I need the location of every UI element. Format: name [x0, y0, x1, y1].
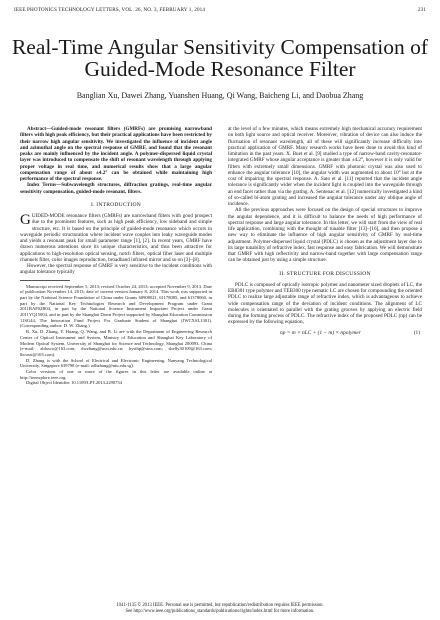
- right-paragraph-3: PDLC is composed of optically isotropic polymer and nanometer sized droplets of LC, the EB8301 type polymer and TEB300 type nematic LC are chosen for compounding the oriented PDLC to realize large adjustable range of refractive index, which is advantageous to achieve wide compensation range of the deviation of incident conditions. The alignment of LC molecules is orientated to parallel with the grating grooves by applying an electric field during the forming process of PDLC. The refractive index of the proposed PDLC (np) can be expressed by the following equation,: [228, 281, 422, 326]
- right-column: [228, 126, 422, 339]
- footnote-affiliation-2: D. Zhang is with the School of Electrical and Electronic Engineering, Nanyang Technological University, Singapore 639798 (e-mail: zdhzhang@ntu.edu.sg).: [20, 357, 212, 369]
- equation-body: np = m × nLC + (1 − m) × npolymer: [280, 329, 361, 336]
- intro-paragraph-1: [20, 213, 212, 263]
- page-number: 231: [417, 7, 426, 13]
- section-heading-structure: II. STRUCTURE FOR DISCUSSION: [279, 270, 371, 277]
- intro-paragraph-2: However, the spectral response of GMRF is very sensitive to the incident conditions with angular tolerance typically: [20, 263, 212, 276]
- footnote-manuscript: Manuscript received September 5, 2013; revised October 24, 2013; accepted November 9, 2013. Date of publication November 14, 2013; date of current version January 8, 2014. This work was supported in part by the National Science Foundation of China under Grants 60908021, 61178085, and 61378060, in part by the National Key Technologies Research and Development Program under Grant 2011BAF02B04, in part by the National Science Instrument Important Project under Grant 2011YQ15004, and in part by the Shanghai Dawn Project supported by Shanghai Education Commission 11SG44, The Innovation Fund Project For Graduate Student of Shanghai (JWCXSL1301). (Corresponding author: D. W. Zhang.): [20, 283, 212, 329]
- right-paragraph-2: All the previous approaches were focused on the design of special structures to improve the angular dependence, and it is difficult to balance the needs of high performance of spectral response and large angular tolerance. In this letter, we will start from the view of real life application, combining with the thought of tunable filter [13]–[16], and then propose a new way to eliminate the influence of high angular sensitivity of GMRF by real-time adjustment. Polymer-dispersed liquid crystal (PDLC) is chosen as the adjustment layer due to its large tunability of refractive index, fast response and easy fabrication. We will demonstrate that GMRF with high reflectivity and narrow-band together with large compensation range can be obtained just by using a simple structure.: [228, 207, 422, 264]
- author-list: Banglian Xu, Dawei Zhang, Yuanshen Huang, Qi Wang, Baicheng Li, and Daobua Zhang: [76, 91, 364, 100]
- footnote-rule: [20, 280, 70, 281]
- footer-line-1: 1041-1135 © 2013 IEEE. Personal use is permitted, but republication/redistribution requires IEEE permission.: [116, 603, 324, 608]
- footnote-color-versions: Color versions of one or more of the figures in this letter are available online at http://ieeexplore.ieee.org.: [20, 369, 212, 380]
- footnote-affiliation-1: B. Xu, D. Zhang, Y. Huang, Q. Wang, and B. Li are with the Department of Engineering Research Center of Optical Instrument and System, Ministry of Education and Shanghai Key Laboratory of Modern Optical System, University of Shanghai for Science and Technology, Shanghai 200093, China (e-mail: xblxsco@163.com; dwzhang@usst.edu.cn; hysthp@sina.com; shelly30100@163.com; lbcusst@163.com).: [20, 329, 212, 357]
- drop-cap: G: [20, 212, 31, 228]
- equation-number: (1): [413, 329, 420, 336]
- footnotes: [20, 284, 212, 387]
- section-heading-introduction: I. INTRODUCTION: [91, 201, 141, 208]
- equation-1: [228, 330, 422, 339]
- footer-line-2: See http://www.ieee.org/publications_standards/publications/rights/index.html for more information.: [125, 608, 315, 614]
- right-paragraph-1: at the level of a few minutes, which means extremely high mechanical accuracy requirement on both light source and optical receiver. Moreover, vibration of device can also induce the fluctuation of resonant wavelength, all of these will significantly increase difficulty into practical application of GMRF. Many research works have been done to avoid this kind of limitation in the past years. X. Buet et al. [9] studied a type of narrow-band cavity-resonator-integrated GMRF whose angular acceptance is greater than ±4.2°, however it is only valid for filters with extremely small dimensions. GMRF with photonic crystal was also used to enhance the angular tolerance [10], the angular width was augmented to about 10° but at the cost of impairing the spectral response. A. Sato et al. [11] reported that the incident angle tolerance is significantly wider when the incident light is coupled into the waveguide through an end facet rather than via the grating. A. Sentenac et al. [12] numerically investigated a kind of so-called bi-atom grating and increased the angular tolerance under any oblique angle of incidence.: [228, 126, 422, 207]
- left-column: [20, 126, 212, 386]
- intro-paragraph-1-text: UIDED-MODE resonance filters (GMRFs) are narrowband filters with good prospect due to the prominent features, such as high peak efficiency, low sideband and simple structure, etc. It is based on the principle of guided-mode resonance which occurs in waveguide periodic structuration where incident wave couples into leaky waveguide modes and yields a resonant peak for small parameter range [1], [2]. In recent years, GMRF have drawn numerous attentions since its unique characteristics, and thus been attractive for applications to high-resolution optical sensing, notch filters, optical fiber laser and multiple channels filter, color images reproduction, broadband infrared mirror and so on [3]–[8].: [20, 213, 212, 263]
- abstract: Abstract—Guided-mode resonant filters (GMRFs) are promising narrowband filters with high peak efficiency, but their practical applications have been restricted by their narrow high angular sensitivity. We investigated the influence of incident angle and azimuthal angle on the spectral response of GMRF, and found that the resonant peaks are mainly influenced by the incident angle. A polymer-dispersed liquid crystal layer was introduced to compensate the shift of resonant wavelength through applying proper voltage in real time, and numerical results show that a large angular compensation range of about ±4.2° can be obtained while maintaining high performance of the spectral response.: [20, 126, 212, 182]
- copyright-footer: [0, 603, 440, 614]
- footnote-doi: Digital Object Identifier 10.1109/LPT.2013.2290734: [26, 380, 122, 386]
- running-header: [14, 7, 426, 17]
- index-terms: Index Terms—Subwavelength structures, diffraction gratings, real-time angular sensitivity compensation, guided-mode resonant, filters.: [20, 182, 212, 195]
- paper-title: Real-Time Angular Sensitivity Compensation of Guided-Mode Resonance Filter: [11, 35, 429, 81]
- journal-header: IEEE PHOTONICS TECHNOLOGY LETTERS, VOL. 26, NO. 3, FEBRUARY 1, 2014: [14, 7, 206, 13]
